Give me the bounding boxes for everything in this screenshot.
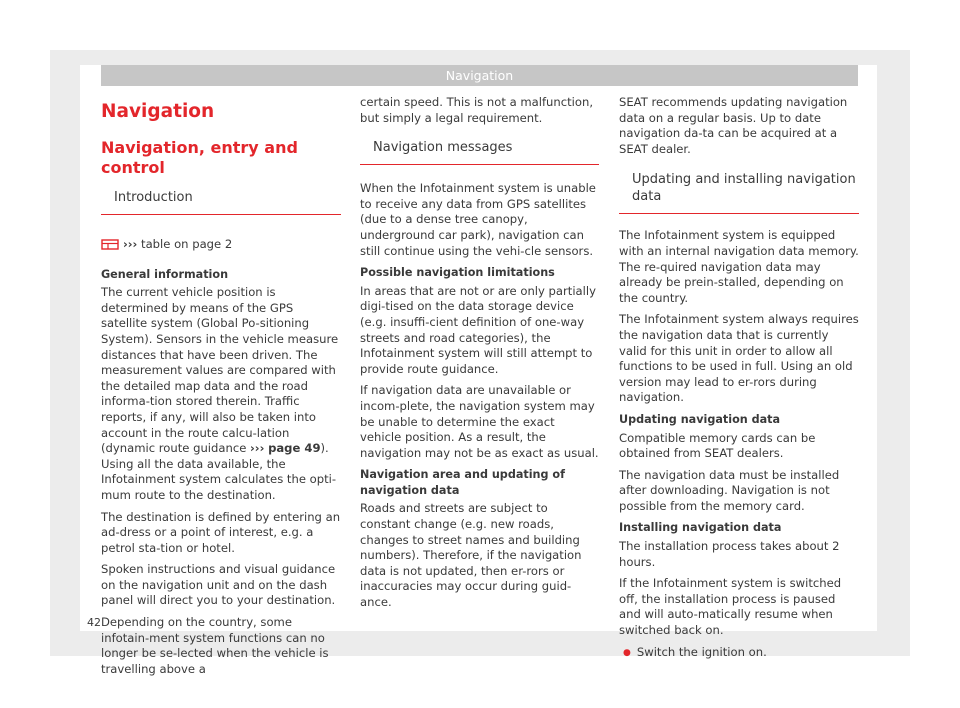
- paragraph-text: ). Using all the data available, the Infotainment system calculates the opti-mum route to the destination.: [101, 441, 337, 502]
- subsection-navigation-messages: Navigation messages: [360, 140, 599, 165]
- paragraph: When the Infotainment system is unable to receive any data from GPS satellites (due to a dense tree canopy, underground car park), navigation can still continue using the vehi-cle sensors.: [360, 181, 596, 258]
- paragraph: Spoken instructions and visual guidance on the navigation unit and on the dash panel will direct you to your destination.: [101, 562, 336, 608]
- subsection-updating-installing: Updating and installing navigation data: [619, 171, 859, 214]
- paragraph: The navigation data must be installed after downloading. Navigation is not possible from the memory card.: [619, 467, 840, 513]
- paragraph: The Infotainment system always requires the navigation data that is currently valid for this unit in order to allow all functions to be used in full. Using an old version may lead to er-rors during navigation.: [619, 312, 859, 405]
- paragraph: SEAT recommends updating navigation data on a regular basis. Up to date navigation da-ta can be acquired at a SEAT dealer.: [619, 95, 848, 156]
- page-reference-arrows: ›››: [250, 441, 265, 456]
- table-reference-link[interactable]: [101, 237, 341, 253]
- paragraph: [101, 285, 341, 503]
- general-information-heading: General information: [101, 267, 229, 281]
- running-header: Navigation: [101, 65, 858, 86]
- updating-heading: Updating navigation data: [619, 412, 781, 426]
- paragraph: certain speed. This is not a malfunction, but simply a legal requirement.: [360, 95, 594, 125]
- subsection-introduction: Introduction: [101, 190, 341, 215]
- paragraph: Depending on the country, some infotain-ment system functions can no longer be se-lected when the vehicle is travelling above a: [101, 615, 329, 676]
- installing-heading: Installing navigation data: [619, 521, 782, 535]
- limitations-heading: Possible navigation limitations: [360, 266, 555, 280]
- paragraph: Compatible memory cards can be obtained from SEAT dealers.: [619, 430, 816, 461]
- paragraph: The destination is defined by entering an ad-dress or a point of interest, e.g. a petrol sta-tion or hotel.: [101, 509, 341, 555]
- paragraph: The installation process takes about 2 hours.: [619, 539, 840, 569]
- paragraph: If the Infotainment system is switched off, the installation process is paused and will auto-matically resume when switched back on.: [619, 576, 842, 638]
- navigation-area-heading: Navigation area and updating of navigation data: [360, 468, 565, 497]
- chapter-title: Navigation: [101, 101, 215, 122]
- page-number: 42: [87, 616, 101, 629]
- bullet-item: [619, 645, 859, 662]
- paragraph: If navigation data are unavailable or incom-plete, the navigation system may be unable to determine the exact vehicle position. As a result, the navigation may not be as exact as usual.: [360, 383, 599, 460]
- paragraph-text: The current vehicle position is determined by means of the GPS satellite system (Global Po-sitioning System). Sensors in the vehicle measure distances that have been driven. The measurement values are compared with the detailed map data and the road informa-tion stored therein. Traffic reports, if any, will also be taken into account in the route calcu-lation (dynamic route guidance: [101, 285, 339, 456]
- reference-arrows: ›››: [123, 237, 138, 251]
- table-reference-text: table on page 2: [141, 237, 233, 251]
- paragraph: The Infotainment system is equipped with an internal navigation data memory. The re-quired navigation data may already be prein-stalled, depending on the country.: [619, 228, 859, 305]
- column-middle: [360, 95, 599, 617]
- column-left: [101, 95, 341, 683]
- bullet-text: Switch the ignition on.: [636, 644, 767, 659]
- section-title: Navigation, entry and control: [101, 138, 298, 177]
- table-icon: [101, 239, 119, 250]
- paragraph: Roads and streets are subject to constant change (e.g. new roads, changes to street names and building numbers). Therefore, if the navigation data is not updated, then er-rors or inaccuracies may occur during guid-ance.: [360, 501, 582, 610]
- page-reference-link[interactable]: page 49: [268, 441, 321, 456]
- paragraph: In areas that are not or are only partially digi-tised on the data storage device (e.g. insuffi-cient definition of one-way streets and road categories), the Infotainment system will still attempt to provide route guidance.: [360, 283, 596, 376]
- bullet-icon: ●: [623, 647, 631, 658]
- column-right: [619, 95, 859, 667]
